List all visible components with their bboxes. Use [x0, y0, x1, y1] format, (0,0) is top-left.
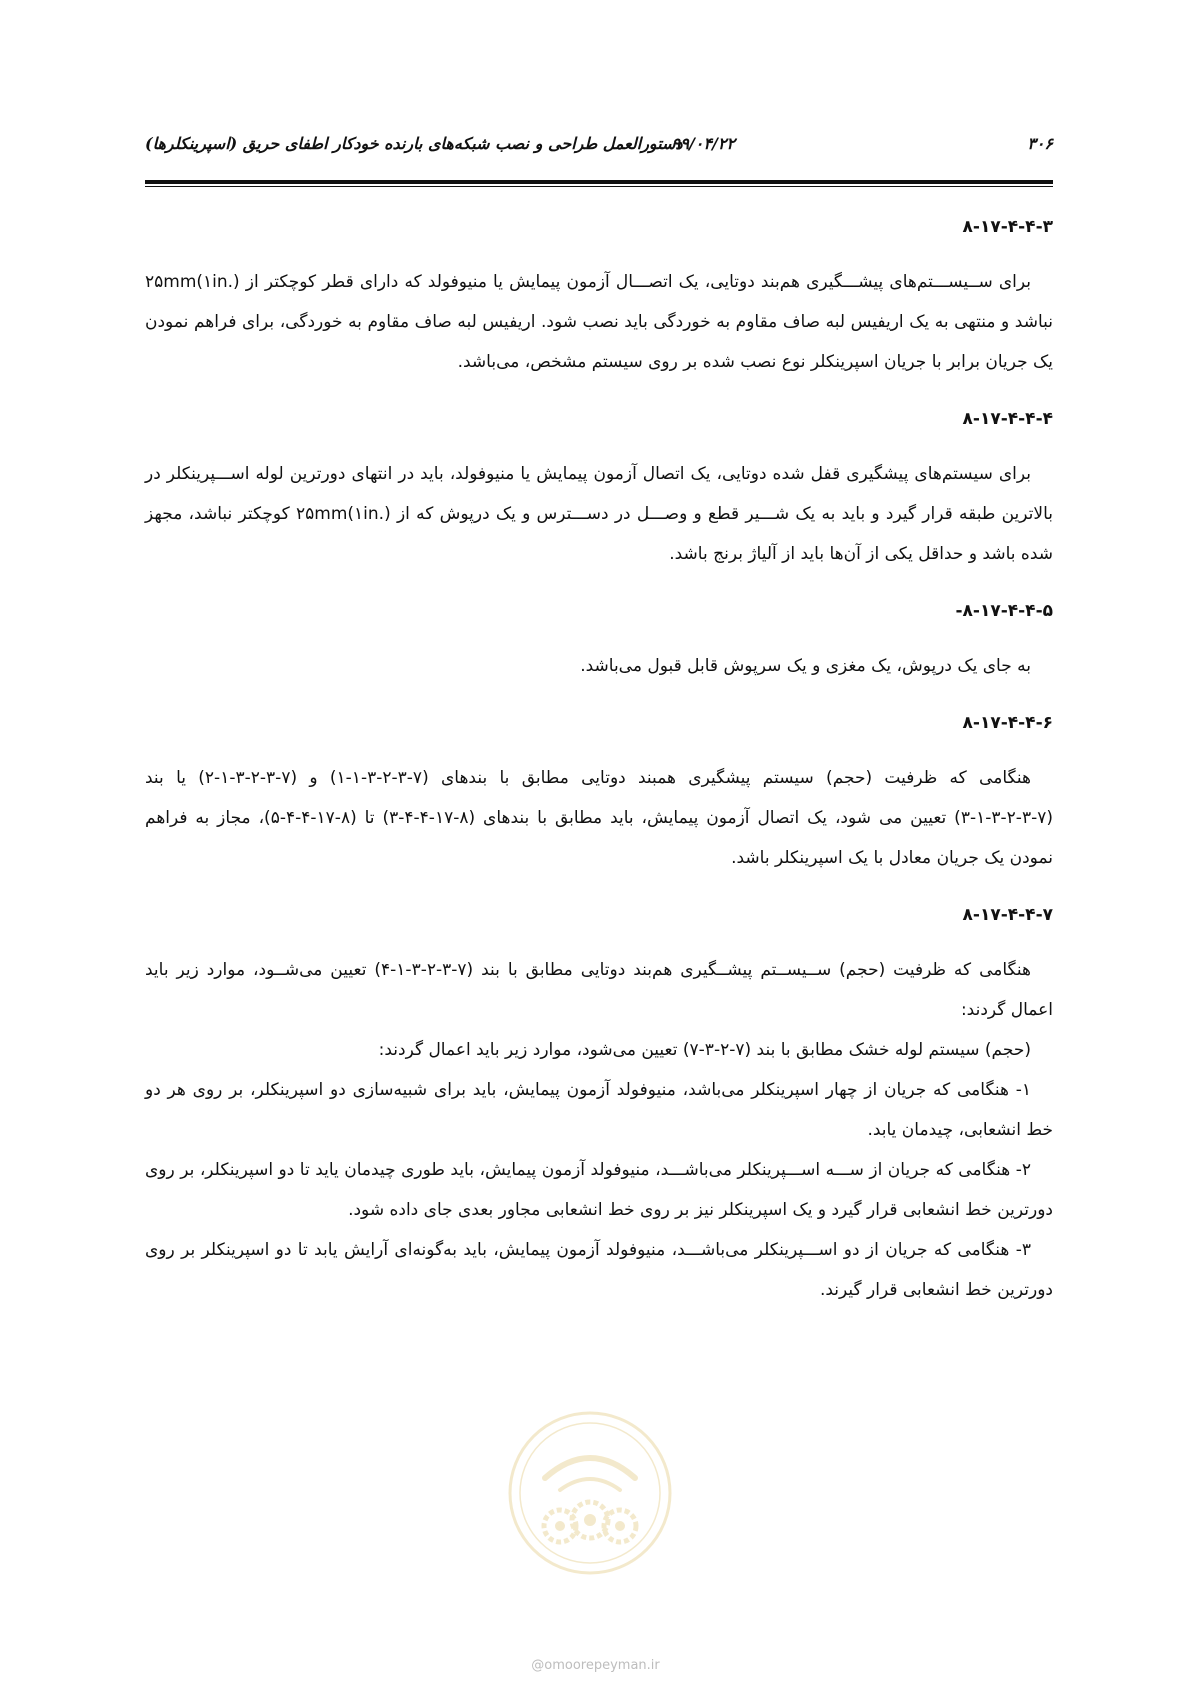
watermark-site: @omoorepeyman.ir — [531, 1658, 660, 1673]
list-item: ۲- هنگامی که جریان از ســـه اســـپرینکلر می‌باشـــد، منیوفولد آزمون پیمایش، باید طوری چیدمان یاید تا دو اسپرینکلر، بر روی دورترین خط انشعابی قرار گیرد و یک اسپرینکلر نیز بر روی خط انشعابی مجاور بعدی جای داده شود. — [145, 1160, 1053, 1220]
header-rule-thick — [145, 180, 1053, 184]
page-number: ۳۰۶ — [1027, 134, 1053, 153]
header-title: دستورالعمل طراحی و نصب شبکه‌های بارنده خودکار اطفای حریق (اسپرینکلرها) — [145, 134, 683, 153]
paragraph: برای ســیســـتم‌های پیشـــگیری هم‌بند دوتایی، یک اتصـــال آزمون پیمایش یا منیوفولد که دارای قطر کوچکتر از ۲۵mm(۱in.) نباشد و منتهی به یک اریفیس لبه صاف مقاوم به خوردگی باید نصب شود. اریفیس لبه صاف مقاوم به خوردگی، برای فراهم نمودن یک جریان برابر با جریان اسپرینکلر نوع نصب شده بر روی سیستم مشخص، می‌باشد. — [145, 272, 1053, 372]
watermark-logo — [505, 1408, 675, 1578]
paragraph: هنگامی که ظرفیت (حجم) سیستم پیشگیری همبند دوتایی مطابق با بندهای (۷-۳-۲-۳-۱-۱) و (۷-۳-۲-۳-۱-۲) یا بند (۷-۳-۲-۳-۱-۳) تعیین می شود، یک اتصال آزمون پیمایش، باید مطابق با بندهای (۸-۱۷-۴-۴-۳) تا (۸-۱۷-۴-۴-۵)، مجاز به فراهم نمودن یک جریان معادل با یک اسپرینکلر باشد. — [145, 768, 1053, 868]
header-date: ۹۹/۰۴/۲۲ — [671, 134, 735, 153]
paragraph: برای سیستم‌های پیشگیری قفل شده دوتایی، یک اتصال آزمون پیمایش یا منیوفولد، باید در انتهای دورترین لوله اســـپرینکلر در بالاترین طبقه قرار گیرد و باید به یک شـــیر قطع و وصـــل در دســـترس و یک درپوش که از ۲۵mm(۱in.) کوچکتر نباشد، مجهز شده باشد و حداقل یکی از آن‌ها باید از آلیاژ برنج باشد. — [145, 464, 1054, 564]
page-header — [145, 130, 1053, 160]
paragraph: به جای یک درپوش، یک مغزی و یک سرپوش قابل قبول می‌باشد. — [580, 656, 1031, 676]
section-heading: ۸-۱۷-۴-۴-۳ — [962, 217, 1053, 237]
paragraph: هنگامی که ظرفیت (حجم) ســیســتم پیشــگیری هم‌بند دوتایی مطابق با بند (۷-۳-۲-۳-۱-۴) تعیین می‌شــود، موارد زیر باید اعمال گردند: — [145, 960, 1053, 1020]
header-rule-thin — [145, 186, 1053, 187]
page-content — [145, 212, 1053, 1310]
list-item: ۳- هنگامی که جریان از دو اســـپرینکلر می‌باشـــد، منیوفولد آزمون پیمایش، باید به‌گونه‌ای آرایش یابد تا دو اسپرینکلر بر روی دورترین خط انشعابی قرار گیرند. — [145, 1240, 1053, 1300]
section-heading: ۸-۱۷-۴-۴-۷ — [962, 905, 1053, 925]
list-item: ۱- هنگامی که جریان از چهار اسپرینکلر می‌باشد، منیوفولد آزمون پیمایش، باید برای شبیه‌سازی دو اسپرینکلر، بر روی هر دو خط انشعابی، چیدمان یابد. — [145, 1080, 1053, 1140]
section-heading: ۸-۱۷-۴-۴-۴ — [962, 409, 1053, 429]
section-heading: ۸-۱۷-۴-۴-۵- — [955, 601, 1053, 621]
section-heading: ۸-۱۷-۴-۴-۶ — [962, 713, 1053, 733]
paragraph: (حجم) سیستم لوله خشک مطابق با بند (۷-۲-۳-۷) تعیین می‌شود، موارد زیر باید اعمال گردند: — [378, 1040, 1031, 1060]
